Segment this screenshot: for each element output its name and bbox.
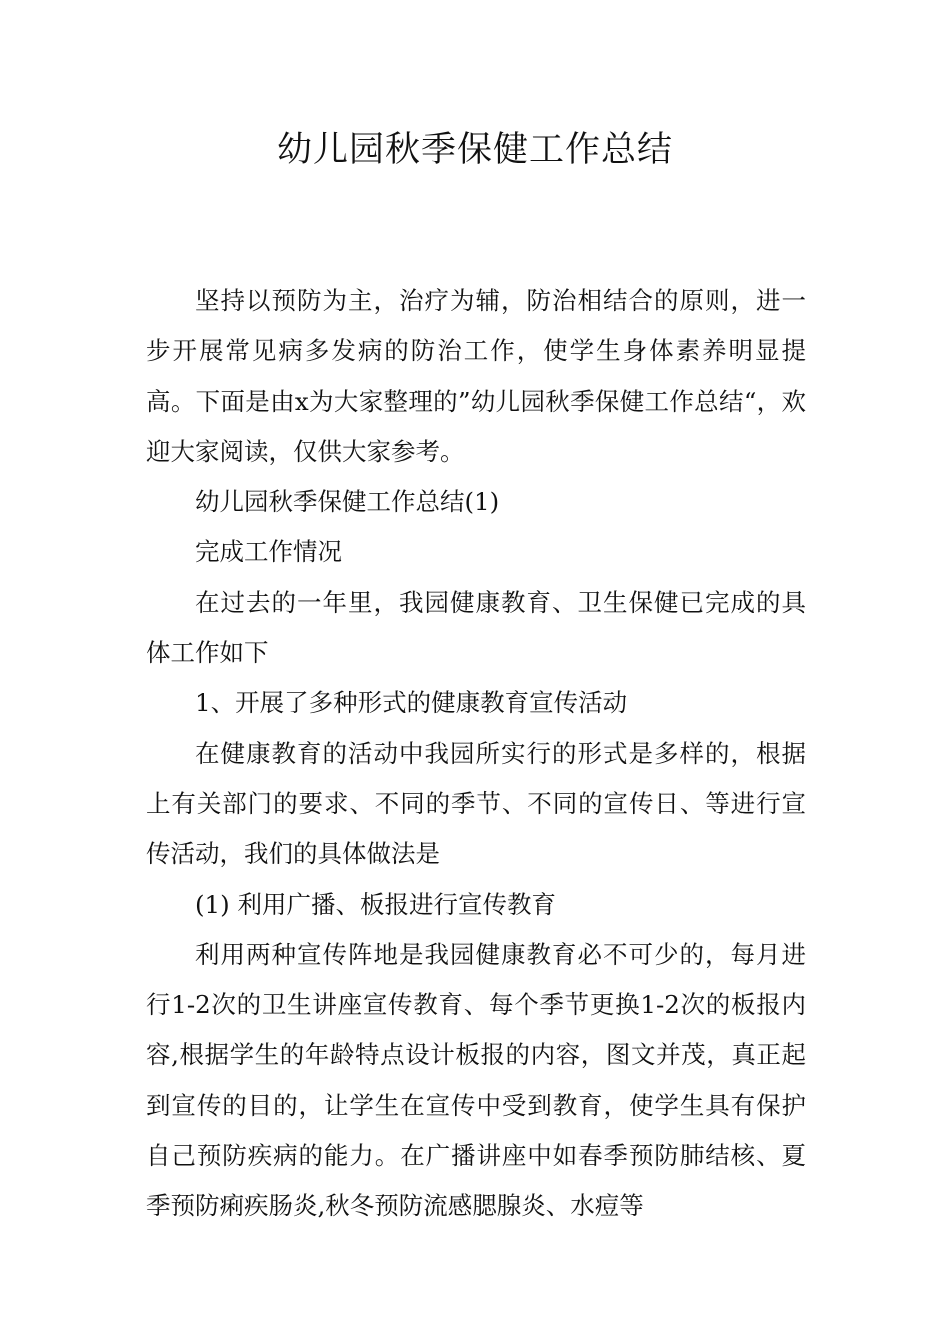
- paragraph-item-1-heading: 1、开展了多种形式的健康教育宣传活动: [195, 688, 628, 718]
- paragraph-work-summary: 在过去的一年里，我园健康教育、卫生保健已完成的具体工作如下: [146, 587, 806, 668]
- paragraph-subitem-1-heading: (1) 利用广播、板报进行宣传教育: [195, 889, 556, 919]
- paragraph-subitem-1-body: 利用两种宣传阵地是我园健康教育必不可少的，每月进行1-2次的卫生讲座宣传教育、每个季节更换1-2次的板报内容,根据学生的年龄特点设计板报的内容，图文并茂，真正起到宣传的目的，让学生在宣传中受到教育，使学生具有保护自己预防疾病的能力。在广播讲座中如春季预防肺结核、夏季预防痢疾肠炎,秋冬预防流感腮腺炎、水痘等: [146, 939, 806, 1221]
- document-title: 幼儿园秋季保健工作总结: [276, 130, 673, 170]
- paragraph-intro: 坚持以预防为主，治疗为辅，防治相结合的原则，进一步开展常见病多发病的防治工作，使学生身体素养明显提高。下面是由x为大家整理的”幼儿园秋季保健工作总结“，欢迎大家阅读，仅供大家参考。: [146, 286, 806, 466]
- paragraph-item-1-body: 在健康教育的活动中我园所实行的形式是多样的，根据上有关部门的要求、不同的季节、不同的宣传日、等进行宣传活动，我们的具体做法是: [146, 738, 806, 869]
- document-body: [146, 276, 806, 1232]
- paragraph-heading-work-status: 完成工作情况: [195, 537, 342, 567]
- paragraph-section-title: 幼儿园秋季保健工作总结(1): [195, 487, 500, 517]
